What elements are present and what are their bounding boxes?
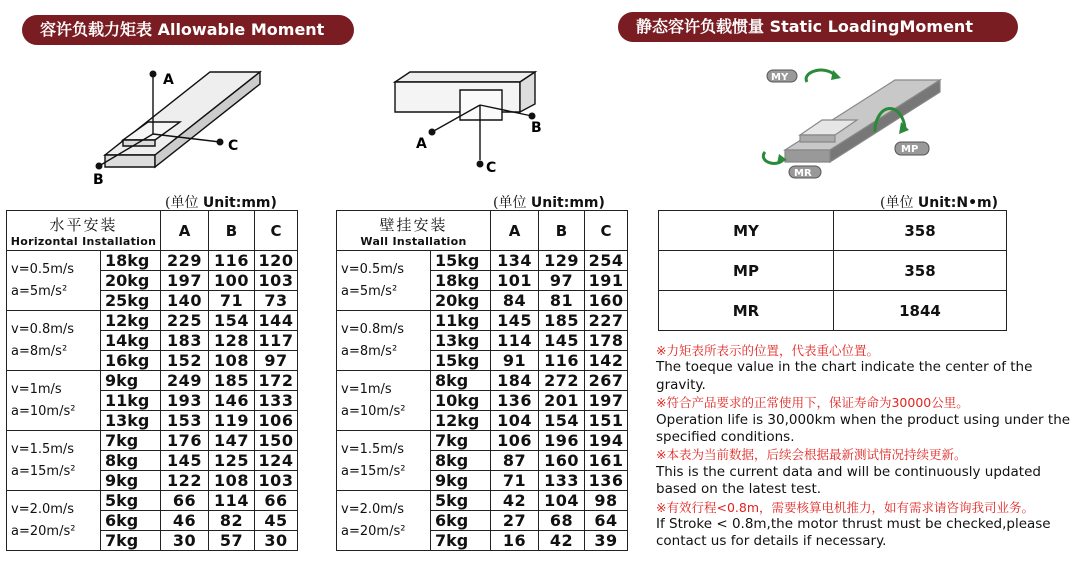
moment-cell: 66 — [255, 491, 298, 511]
static-moment-banner: 静态容许负载惯量 Static LoadingMoment — [618, 12, 1018, 42]
moment-cell: 119 — [209, 411, 255, 431]
note-en: The toeque value in the chart indicate the center of the gravity. — [656, 359, 1033, 393]
load-cell: 16kg — [101, 351, 161, 371]
note-en: If Stroke < 0.8m,the motor thrust must be checked,please contact us for details if necessary. — [656, 516, 1051, 550]
moment-cell: 103 — [255, 271, 298, 291]
moment-cell: 184 — [491, 371, 539, 391]
note-en: Operation life is 30,000km when the product using under the specified conditions. — [656, 411, 1071, 446]
load-cell: 15kg — [431, 351, 491, 371]
table-row — [337, 371, 628, 391]
moment-cell: 136 — [491, 391, 539, 411]
static-label: MR — [659, 291, 834, 331]
moment-cell: 197 — [585, 391, 628, 411]
moment-cell: 106 — [491, 431, 539, 451]
load-cell: 8kg — [431, 451, 491, 471]
static-row-mp — [659, 251, 1007, 291]
condition-cell — [7, 371, 101, 431]
moment-cell: 153 — [161, 411, 209, 431]
moment-cell: 140 — [161, 291, 209, 311]
wall-installation-diagram — [390, 68, 555, 180]
col-header-c: C — [255, 211, 298, 251]
moment-cell: 42 — [491, 491, 539, 511]
moment-cell: 104 — [491, 411, 539, 431]
moment-cell: 30 — [255, 531, 298, 551]
col-header-a: A — [491, 211, 539, 251]
velocity-label: v=0.8m/s — [11, 321, 75, 337]
wall-point-c-dot — [477, 161, 484, 168]
velocity-label: v=1m/s — [341, 381, 392, 397]
load-cell: 5kg — [431, 491, 491, 511]
moment-cell: 57 — [209, 531, 255, 551]
table-row — [337, 251, 628, 271]
note-cn: ※本表为当前数据，后续会根据最新测试情况持续更新。 — [656, 447, 967, 463]
moment-cell: 46 — [161, 511, 209, 531]
moment-cell: 42 — [539, 531, 585, 551]
table-row — [7, 251, 298, 271]
moment-cell: 150 — [255, 431, 298, 451]
table-row — [337, 431, 628, 451]
moment-cell: 160 — [585, 291, 628, 311]
moment-cell: 84 — [491, 291, 539, 311]
moment-cell: 160 — [539, 451, 585, 471]
moment-cell: 183 — [161, 331, 209, 351]
note-cn: ※符合产品要求的正常使用下，保证寿命为30000公里。 — [656, 395, 969, 411]
moment-cell: 145 — [539, 331, 585, 351]
moment-cell: 97 — [539, 271, 585, 291]
moment-cell: 142 — [585, 351, 628, 371]
moment-cell: 147 — [209, 431, 255, 451]
velocity-label: v=0.8m/s — [341, 321, 405, 337]
col-header-c: C — [585, 211, 628, 251]
label-a: A — [163, 72, 174, 88]
moment-cell: 68 — [539, 511, 585, 531]
col-header-a: A — [161, 211, 209, 251]
load-cell: 13kg — [101, 411, 161, 431]
load-cell: 7kg — [431, 431, 491, 451]
moment-cell: 27 — [491, 511, 539, 531]
table-row — [337, 491, 628, 511]
static-moment-table — [658, 210, 1007, 331]
velocity-label: v=1.5m/s — [11, 441, 75, 457]
moment-cell: 134 — [491, 251, 539, 271]
condition-cell — [337, 251, 431, 311]
moment-cell: 125 — [209, 451, 255, 471]
moment-cell: 97 — [255, 351, 298, 371]
moment-cell: 267 — [585, 371, 628, 391]
moment-cell: 87 — [491, 451, 539, 471]
condition-cell — [7, 491, 101, 551]
allowable-moment-banner: 容许负载力矩表 Allowable Moment — [22, 15, 354, 45]
moment-cell: 144 — [255, 311, 298, 331]
point-a-dot — [150, 71, 157, 78]
moment-cell: 154 — [539, 411, 585, 431]
moment-cell: 73 — [255, 291, 298, 311]
moment-cell: 227 — [585, 311, 628, 331]
point-c-dot — [217, 139, 224, 146]
wall-label-b: B — [531, 120, 542, 136]
static-label: MY — [659, 211, 834, 251]
load-cell: 9kg — [101, 471, 161, 491]
moment-cell: 185 — [209, 371, 255, 391]
moment-cell: 108 — [209, 351, 255, 371]
moment-cell: 16 — [491, 531, 539, 551]
moment-cell: 133 — [539, 471, 585, 491]
acceleration-label: a=10m/s² — [11, 403, 76, 419]
velocity-label: v=1.5m/s — [341, 441, 405, 457]
moment-cell: 185 — [539, 311, 585, 331]
wall-point-b-dot — [529, 113, 536, 120]
moment-cell: 176 — [161, 431, 209, 451]
acceleration-label: a=20m/s² — [11, 523, 76, 539]
point-b-dot — [96, 163, 103, 170]
horizontal-moment-table — [6, 210, 298, 551]
condition-cell — [337, 371, 431, 431]
velocity-label: v=0.5m/s — [341, 261, 405, 277]
unit-label-static: (单位 Unit:N•m) — [880, 195, 998, 211]
label-b: B — [93, 172, 104, 188]
static-value: 1844 — [834, 291, 1007, 331]
acceleration-label: a=15m/s² — [341, 463, 406, 479]
moment-cell: 122 — [161, 471, 209, 491]
moment-cell: 145 — [491, 311, 539, 331]
load-cell: 18kg — [431, 271, 491, 291]
moment-cell: 39 — [585, 531, 628, 551]
notes-block — [656, 342, 1076, 551]
load-cell: 7kg — [431, 531, 491, 551]
table-row — [7, 431, 298, 451]
table-row — [7, 311, 298, 331]
moment-cell: 272 — [539, 371, 585, 391]
static-row-mr — [659, 291, 1007, 331]
load-cell: 13kg — [431, 331, 491, 351]
load-cell: 15kg — [431, 251, 491, 271]
acceleration-label: a=20m/s² — [341, 523, 406, 539]
unit-label-wall: (单位 Unit:mm) — [493, 195, 605, 211]
moment-cell: 151 — [585, 411, 628, 431]
moment-cell: 114 — [491, 331, 539, 351]
mp-tag: MP — [901, 144, 919, 155]
note-cn: ※有效行程<0.8m，需要核算电机推力，如有需求请咨询我司业务。 — [656, 499, 1035, 515]
condition-cell — [7, 251, 101, 311]
moment-cell: 229 — [161, 251, 209, 271]
wall-label-c: C — [486, 160, 497, 176]
moment-cell: 154 — [209, 311, 255, 331]
moment-cell: 145 — [161, 451, 209, 471]
condition-cell — [7, 431, 101, 491]
my-tag: MY — [771, 72, 789, 83]
moment-cell: 254 — [585, 251, 628, 271]
moment-cell: 82 — [209, 511, 255, 531]
moment-cell: 103 — [255, 471, 298, 491]
wall-point-a-dot — [429, 129, 436, 136]
load-cell: 20kg — [431, 291, 491, 311]
moment-cell: 91 — [491, 351, 539, 371]
moment-cell: 161 — [585, 451, 628, 471]
moment-cell: 30 — [161, 531, 209, 551]
moment-cell: 197 — [161, 271, 209, 291]
acceleration-label: a=8m/s² — [11, 343, 68, 359]
table-row — [7, 491, 298, 511]
load-cell: 6kg — [431, 511, 491, 531]
mr-tag: MR — [794, 168, 812, 179]
condition-cell — [337, 491, 431, 551]
acceleration-label: a=8m/s² — [341, 343, 398, 359]
moment-cell: 45 — [255, 511, 298, 531]
velocity-label: v=1m/s — [11, 381, 62, 397]
load-cell: 12kg — [431, 411, 491, 431]
moment-cell: 71 — [209, 291, 255, 311]
horizontal-installation-diagram — [85, 62, 265, 188]
wall-header: 壁挂安装 Wall Installation — [337, 211, 491, 251]
condition-cell — [337, 311, 431, 371]
velocity-label: v=2.0m/s — [11, 501, 75, 517]
wall-moment-table — [336, 210, 628, 551]
moment-cell: 196 — [539, 431, 585, 451]
moment-cell: 249 — [161, 371, 209, 391]
moment-cell: 100 — [209, 271, 255, 291]
acceleration-label: a=5m/s² — [341, 283, 398, 299]
static-label: MP — [659, 251, 834, 291]
moment-cell: 120 — [255, 251, 298, 271]
moment-cell: 117 — [255, 331, 298, 351]
moment-cell: 129 — [539, 251, 585, 271]
condition-cell — [337, 431, 431, 491]
condition-cell — [7, 311, 101, 371]
col-header-b: B — [209, 211, 255, 251]
load-cell: 11kg — [431, 311, 491, 331]
load-cell: 7kg — [101, 431, 161, 451]
moment-cell: 108 — [209, 471, 255, 491]
moment-cell: 191 — [585, 271, 628, 291]
moment-cell: 225 — [161, 311, 209, 331]
load-cell: 14kg — [101, 331, 161, 351]
load-cell: 12kg — [101, 311, 161, 331]
moment-cell: 124 — [255, 451, 298, 471]
load-cell: 8kg — [101, 451, 161, 471]
static-row-my — [659, 211, 1007, 251]
load-cell: 7kg — [101, 531, 161, 551]
acceleration-label: a=15m/s² — [11, 463, 76, 479]
load-cell: 20kg — [101, 271, 161, 291]
static-moment-diagram — [745, 60, 945, 182]
note-cn: ※力矩表所表示的位置，代表重心位置。 — [656, 343, 879, 358]
load-cell: 10kg — [431, 391, 491, 411]
load-cell: 25kg — [101, 291, 161, 311]
load-cell: 9kg — [431, 471, 491, 491]
acceleration-label: a=5m/s² — [11, 283, 68, 299]
static-value: 358 — [834, 211, 1007, 251]
moment-cell: 128 — [209, 331, 255, 351]
table-row — [337, 311, 628, 331]
moment-cell: 101 — [491, 271, 539, 291]
acceleration-label: a=10m/s² — [341, 403, 406, 419]
load-cell: 8kg — [431, 371, 491, 391]
moment-cell: 116 — [209, 251, 255, 271]
unit-label-horizontal: (单位 Unit:mm) — [165, 195, 277, 211]
moment-cell: 98 — [585, 491, 628, 511]
label-c: C — [228, 138, 239, 154]
moment-cell: 146 — [209, 391, 255, 411]
moment-cell: 116 — [539, 351, 585, 371]
moment-cell: 152 — [161, 351, 209, 371]
moment-cell: 194 — [585, 431, 628, 451]
moment-cell: 114 — [209, 491, 255, 511]
moment-cell: 133 — [255, 391, 298, 411]
moment-cell: 81 — [539, 291, 585, 311]
moment-cell: 66 — [161, 491, 209, 511]
horizontal-header: 水平安装 Horizontal Installation — [7, 211, 161, 251]
wall-label-a: A — [416, 136, 427, 152]
static-value: 358 — [834, 251, 1007, 291]
moment-cell: 178 — [585, 331, 628, 351]
moment-cell: 71 — [491, 471, 539, 491]
moment-cell: 193 — [161, 391, 209, 411]
table-row — [7, 371, 298, 391]
moment-cell: 201 — [539, 391, 585, 411]
moment-cell: 104 — [539, 491, 585, 511]
moment-cell: 64 — [585, 511, 628, 531]
velocity-label: v=0.5m/s — [11, 261, 75, 277]
moment-cell: 136 — [585, 471, 628, 491]
note-en: This is the current data and will be continuously updated based on the latest test. — [656, 463, 1041, 498]
col-header-b: B — [539, 211, 585, 251]
load-cell: 11kg — [101, 391, 161, 411]
load-cell: 5kg — [101, 491, 161, 511]
moment-cell: 106 — [255, 411, 298, 431]
load-cell: 18kg — [101, 251, 161, 271]
load-cell: 9kg — [101, 371, 161, 391]
velocity-label: v=2.0m/s — [341, 501, 405, 517]
load-cell: 6kg — [101, 511, 161, 531]
moment-cell: 172 — [255, 371, 298, 391]
